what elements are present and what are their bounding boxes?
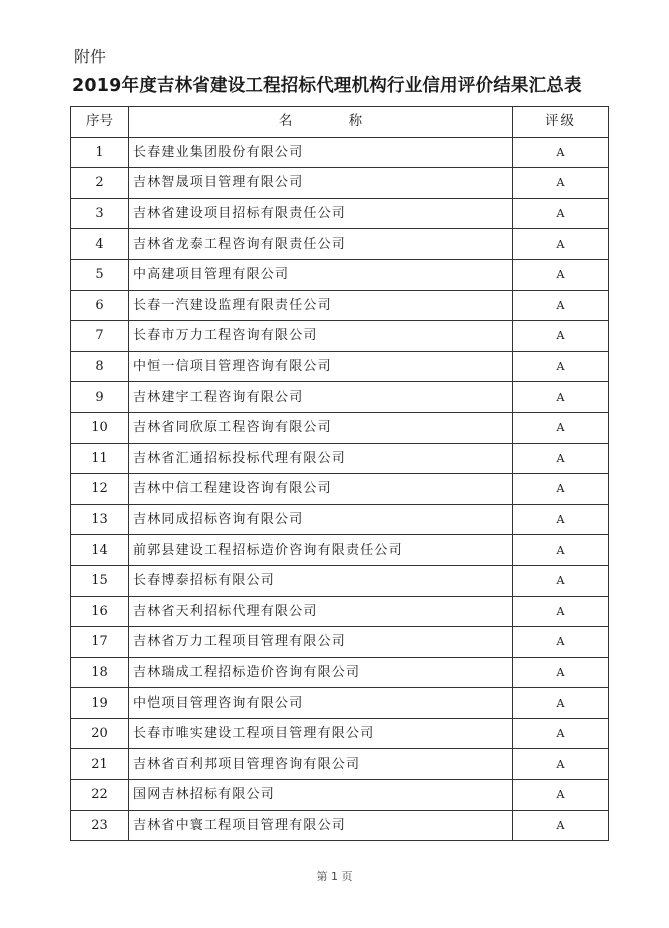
company-name: 吉林省百利邦项目管理咨询有限公司 — [129, 749, 513, 780]
table-row — [71, 535, 609, 566]
company-name: 前郭县建设工程招标造价咨询有限责任公司 — [129, 535, 513, 566]
company-name: 长春市万力工程咨询有限公司 — [129, 321, 513, 352]
company-name: 吉林省中寰工程项目管理有限公司 — [129, 810, 513, 841]
company-name: 国网吉林招标有限公司 — [129, 780, 513, 811]
table-row — [71, 321, 609, 352]
row-number: 15 — [71, 565, 129, 596]
table-row — [71, 565, 609, 596]
row-number: 7 — [71, 321, 129, 352]
row-number: 9 — [71, 382, 129, 413]
company-name: 长春市唯实建设工程项目管理有限公司 — [129, 718, 513, 749]
company-name: 中恺项目管理咨询有限公司 — [129, 688, 513, 719]
page-number: 第 1 页 — [316, 870, 353, 883]
table-row — [71, 627, 609, 658]
grade-value: A — [513, 627, 609, 658]
grade-value: A — [513, 504, 609, 535]
table-row — [71, 198, 609, 229]
company-name: 吉林省天利招标代理有限公司 — [129, 596, 513, 627]
company-name: 吉林省汇通招标投标代理有限公司 — [129, 443, 513, 474]
grade-value: A — [513, 535, 609, 566]
company-name: 吉林同成招标咨询有限公司 — [129, 504, 513, 535]
table-header-row — [71, 107, 609, 138]
table-row — [71, 718, 609, 749]
table-row — [71, 504, 609, 535]
row-number: 13 — [71, 504, 129, 535]
company-name: 吉林瑞成工程招标造价咨询有限公司 — [129, 657, 513, 688]
grade-value: A — [513, 443, 609, 474]
row-number: 4 — [71, 229, 129, 260]
row-number: 5 — [71, 259, 129, 290]
row-number: 10 — [71, 412, 129, 443]
company-name: 长春建业集团股份有限公司 — [129, 137, 513, 168]
row-number: 20 — [71, 718, 129, 749]
company-name: 吉林省建设项目招标有限责任公司 — [129, 198, 513, 229]
row-number: 1 — [71, 137, 129, 168]
document-title: 2019年度吉林省建设工程招标代理机构行业信用评价结果汇总表 — [72, 76, 582, 96]
row-number: 6 — [71, 290, 129, 321]
row-number: 14 — [71, 535, 129, 566]
header-grade: 评级 — [513, 107, 609, 138]
grade-value: A — [513, 474, 609, 505]
row-number: 16 — [71, 596, 129, 627]
table-row — [71, 810, 609, 841]
company-name: 长春博泰招标有限公司 — [129, 565, 513, 596]
row-number: 23 — [71, 810, 129, 841]
row-number: 19 — [71, 688, 129, 719]
grade-value: A — [513, 657, 609, 688]
table-row — [71, 443, 609, 474]
table-row — [71, 229, 609, 260]
row-number: 17 — [71, 627, 129, 658]
company-name: 中高建项目管理有限公司 — [129, 259, 513, 290]
company-name: 长春一汽建设监理有限责任公司 — [129, 290, 513, 321]
grade-value: A — [513, 596, 609, 627]
rating-table — [70, 106, 609, 841]
grade-value: A — [513, 259, 609, 290]
table-row — [71, 168, 609, 199]
grade-value: A — [513, 321, 609, 352]
grade-value: A — [513, 351, 609, 382]
company-name: 吉林智晟项目管理有限公司 — [129, 168, 513, 199]
row-number: 18 — [71, 657, 129, 688]
table-row — [71, 290, 609, 321]
table-row — [71, 259, 609, 290]
attachment-label: 附件 — [74, 47, 107, 66]
row-number: 21 — [71, 749, 129, 780]
table-row — [71, 657, 609, 688]
grade-value: A — [513, 688, 609, 719]
table-row — [71, 412, 609, 443]
table-row — [71, 688, 609, 719]
row-number: 22 — [71, 780, 129, 811]
row-number: 12 — [71, 474, 129, 505]
table-row — [71, 382, 609, 413]
table-row — [71, 137, 609, 168]
grade-value: A — [513, 382, 609, 413]
table-row — [71, 596, 609, 627]
header-name: 名 称 — [129, 107, 513, 138]
row-number: 2 — [71, 168, 129, 199]
table-row — [71, 780, 609, 811]
company-name: 吉林建宇工程咨询有限公司 — [129, 382, 513, 413]
company-name: 吉林省万力工程项目管理有限公司 — [129, 627, 513, 658]
table-row — [71, 351, 609, 382]
grade-value: A — [513, 412, 609, 443]
grade-value: A — [513, 718, 609, 749]
grade-value: A — [513, 810, 609, 841]
grade-value: A — [513, 168, 609, 199]
company-name: 吉林省龙泰工程咨询有限责任公司 — [129, 229, 513, 260]
grade-value: A — [513, 198, 609, 229]
grade-value: A — [513, 565, 609, 596]
row-number: 8 — [71, 351, 129, 382]
grade-value: A — [513, 780, 609, 811]
row-number: 11 — [71, 443, 129, 474]
grade-value: A — [513, 749, 609, 780]
company-name: 吉林中信工程建设咨询有限公司 — [129, 474, 513, 505]
table-row — [71, 749, 609, 780]
row-number: 3 — [71, 198, 129, 229]
company-name: 吉林省同欣原工程咨询有限公司 — [129, 412, 513, 443]
table-row — [71, 474, 609, 505]
grade-value: A — [513, 229, 609, 260]
header-no: 序号 — [71, 107, 129, 138]
grade-value: A — [513, 290, 609, 321]
grade-value: A — [513, 137, 609, 168]
company-name: 中恒一信项目管理咨询有限公司 — [129, 351, 513, 382]
